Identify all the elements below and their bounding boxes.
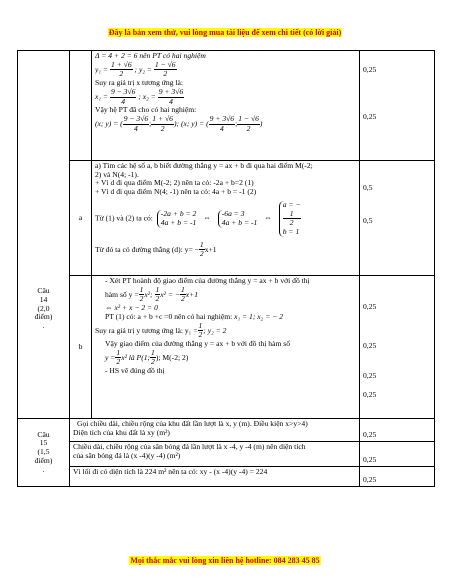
part-b-line: y = $\frac{1}{2}$ x² là P(1; $\frac{1}{2}$ ); M(-2; 2) <box>105 348 189 367</box>
score: 0,5 <box>363 215 373 225</box>
solution-line: (x; y) = ( $\frac{9 - 3√6}{4}$ ; $\frac{1 + √6}{2}$ ); (x; y) = ( $\frac{9 + 3√6}{4}$ ; $\frac{1 - √6}{2}$ ) <box>95 115 263 133</box>
score: 0,25 <box>363 390 377 400</box>
y1-label: y₁ = <box>95 64 109 74</box>
equivalence-icon: ⇔ <box>203 213 211 223</box>
q14-label-cell <box>18 51 70 419</box>
q15-row-2 <box>18 442 435 467</box>
q14-part-a-row <box>18 161 435 276</box>
q14-label-line: điểm) <box>34 313 53 322</box>
score: 0,25 <box>363 65 377 74</box>
x2-label: ; x₂ = <box>138 91 156 101</box>
q14-cont-sub-cell <box>70 51 92 161</box>
part-a-line: + Vì d đi qua điểm M(-2; 2) nên ta có: -2a + b=2 (1) <box>95 179 254 188</box>
q15-line: Gọi chiều dài, chiều rộng của khu đất lần lượt là x, y (m). Điều kiện x>y>4) <box>77 420 308 428</box>
y1-fraction: $\frac{1 + √6}{2}$ <box>110 60 132 79</box>
q15-row-1 <box>18 419 435 442</box>
part-b-line: Vậy giao điểm của đường thẳng y = ax + b với đồ thị hàm số <box>105 340 291 349</box>
top-banner <box>0 28 450 37</box>
q15-row-2-content <box>70 442 360 467</box>
part-a-score-cell <box>360 161 435 276</box>
q14-continuation-row <box>18 51 435 161</box>
part-b-line: hàm số y = $\frac{1}{2}$ x²; $\frac{1}{2}$ x² = − $\frac{1}{2}$ x+1 <box>105 285 199 304</box>
q14-part-b-row <box>18 276 435 419</box>
part-a-line: 2) và N(4; -1). <box>95 170 139 179</box>
q14-label-line: Câu <box>37 287 50 296</box>
q15-row-2-score: 0,25 <box>360 442 435 467</box>
system-3: a = − 1 2 b = 1 <box>279 201 301 237</box>
x1-fraction: $\frac{9 - 3√6}{4}$ <box>110 87 136 106</box>
score: 0,5 <box>363 183 373 192</box>
q14-label-line: (2,0 <box>37 304 50 313</box>
score: 0,25 <box>363 340 377 350</box>
q15-row-1-content <box>70 419 360 442</box>
y2-label: ; y₂ = <box>134 64 153 74</box>
part-a-label: a <box>70 161 92 276</box>
equivalence-icon: ⇔ <box>264 213 272 223</box>
part-a-content <box>92 161 360 276</box>
q15-row-3-content <box>70 467 360 487</box>
bottom-banner <box>0 556 450 565</box>
bottom-banner-text: Mọi thắc mắc vui lòng xin liên hệ hotline: 084 283 45 85 <box>130 556 320 565</box>
x2-fraction: $\frac{9 + 3√6}{4}$ <box>158 87 184 106</box>
part-b-line: - HS vẽ đúng đồ thị <box>105 367 165 376</box>
sol-fraction: $\frac{1 + √6}{2}$ <box>152 115 173 133</box>
q15-line: Chiều dài, chiều rộng của sân bóng đá lần lượt là x -4, y -4 (m) nên diện tích <box>73 443 306 451</box>
score: 0,25 <box>363 302 377 311</box>
x-intro-line: Suy ra giá trị x tương ứng là: <box>95 79 183 88</box>
q15-label-line: điểm) <box>34 456 53 465</box>
q15-row-3 <box>18 467 435 487</box>
q14-cont-score-cell <box>360 51 435 161</box>
q14-label-line: . <box>42 322 45 331</box>
q14-cont-content <box>92 51 360 161</box>
q15-label-line: . <box>42 465 45 474</box>
part-b-line: Suy ra giá trị y tương ứng là: y₁ = $\frac{1}{2}$ ; y₂ = 2 <box>95 321 227 340</box>
part-b-label: b <box>70 276 92 419</box>
sol-fraction: $\frac{9 - 3√6}{4}$ <box>123 115 149 133</box>
score: 0,25 <box>363 371 377 381</box>
q15-label-cell <box>18 419 70 487</box>
y2-fraction: $\frac{1 - √6}{2}$ <box>154 60 176 79</box>
y-roots-line <box>95 61 356 79</box>
q15-line: Diện tích của khu đất là xy (m²) <box>73 428 170 437</box>
part-a-line: + Vì d đi qua điểm N(4; -1) nên ta có: 4a + b = -1 (2) <box>95 188 257 197</box>
score: 0,25 <box>363 111 377 121</box>
part-b-content <box>92 276 360 419</box>
x1-label: x₁ = <box>95 91 109 101</box>
system-2: -6a = 3 4a + b = -1 <box>218 210 258 227</box>
system-1: -2a + b = 2 4a + b = -1 <box>157 210 197 227</box>
q15-label-line: Câu <box>37 430 50 439</box>
q15-line: của sân bóng đá là (x -4)(y -4) (m²) <box>73 451 181 460</box>
part-b-line: PT (1) có: a + b +c =0 nên có hai nghiệm: x₁ = 1; x₂ = − 2 <box>105 312 284 321</box>
part-a-line: a) Tìm các hệ số a, b biết đường thẳng y = ax + b đi qua hai điểm M(-2; <box>95 162 313 170</box>
solution-intro-line: Vậy hệ PT đã cho có hai nghiệm: <box>95 106 197 115</box>
x-roots-line <box>95 88 356 106</box>
answer-table <box>17 50 435 487</box>
sol-fraction: $\frac{9 + 3√6}{4}$ <box>209 115 235 133</box>
from-label: Từ (1) và (2) ta có: <box>95 213 153 223</box>
q15-label-line: (1,5 <box>37 448 50 457</box>
part-b-line: ⇔ x² + x − 2 = 0 <box>105 304 158 313</box>
part-b-line: - Xét PT hoành độ giao điểm của đường thẳng y = ax + b với đồ thị <box>105 277 310 285</box>
sol-fraction: $\frac{1 - √6}{2}$ <box>238 115 259 133</box>
delta-line: Δ = 4 + 2 = 6 nên PT có hai nghiệm <box>95 52 206 60</box>
top-banner-text: Đây là bản xem thử, vui lòng mua tài liệu để xem chi tiết (có lời giải) <box>108 28 342 37</box>
system-line <box>95 201 356 237</box>
part-a-conclusion: Từ đó ta có đường thẳng (d): y= − $\frac{1}{2}$ x+1 <box>95 240 217 259</box>
part-b-score-cell <box>360 276 435 419</box>
q15-row-3-score: 0,25 <box>360 467 435 487</box>
q14-label-line: 14 <box>39 295 48 304</box>
q15-label-line: 15 <box>39 439 48 448</box>
q15-line: Vì lối đi có diện tích là 224 m² nên ta có: xy - (x -4)(y -4) = 224 <box>73 468 268 476</box>
q15-row-1-score: 0,25 <box>360 419 435 442</box>
